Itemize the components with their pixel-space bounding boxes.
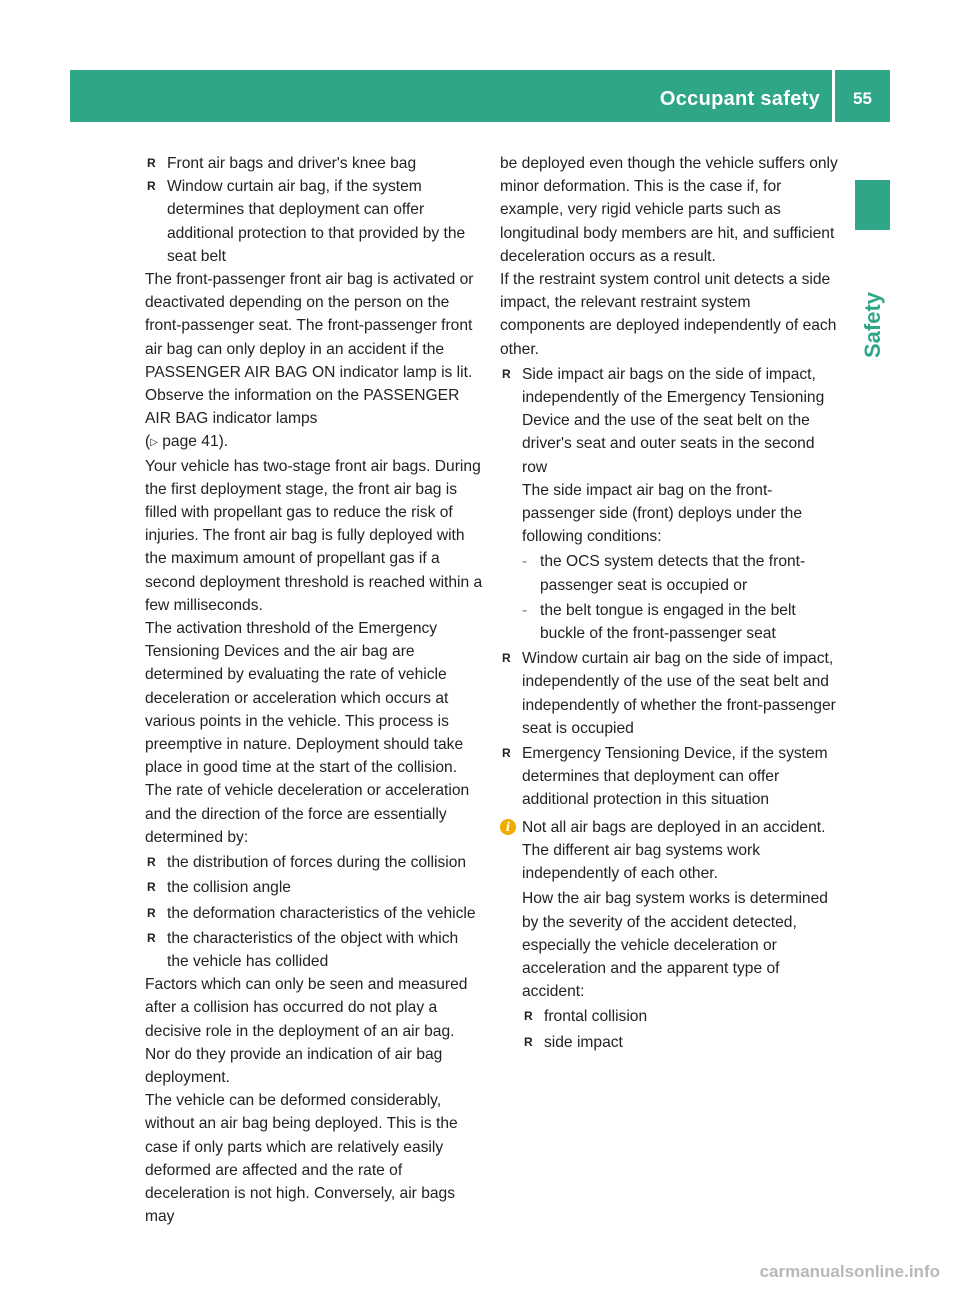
list-item: R Window curtain air bag on the side of impact, independently of the use of the seat belt and independently of whether the front-passenger seat is occupied — [500, 647, 838, 740]
paragraph: Your vehicle has two-stage front air bags. During the first deployment stage, the front air bag is filled with propellant gas to reduce the risk of injuries. The front air bag is fully deployed with the maximum amount of propellant gas if a second deployment threshold is reached within a few milliseconds. — [145, 457, 483, 614]
note-text: How the air bag system works is determined by the severity of the accident detected, especially the vehicle deceleration or acceleration and the apparent type of accident: — [522, 890, 828, 1001]
paragraph: The rate of vehicle deceleration or acceleration and the direction of the force are essentially determined by: — [145, 782, 470, 846]
paragraph: be deployed even though the vehicle suffers only minor deformation. This is the case if, for example, very rigid vehicle parts such as longitudinal body members are hit, and sufficient deceleration occurs as a result. — [500, 155, 838, 265]
dash-item: - the OCS system detects that the front-passenger seat is occupied or — [500, 550, 838, 596]
section-title: Occupant safety — [659, 88, 820, 110]
arrow-right-icon: ▷ — [150, 437, 158, 449]
page-header — [70, 70, 890, 122]
list-item: R Emergency Tensioning Device, if the system determines that deployment can offer additional protection in this situation — [500, 742, 838, 812]
paragraph — [145, 268, 483, 455]
page-reference-text: page 41). — [162, 433, 229, 451]
list-item: R Window curtain air bag, if the system determines that deployment can offer additional protection to that provided by the seat belt — [145, 175, 483, 268]
list-item: R the collision angle — [145, 876, 483, 899]
list-item: R Front air bags and driver's knee bag — [145, 152, 483, 175]
list-item: R side impact — [522, 1031, 838, 1054]
chapter-label-text: Safety — [860, 291, 886, 359]
paragraph: Factors which can only be seen and measured after a collision has occurred do not play a decisive role in the deployment of an air bag. Nor do they provide an indication of air bag deployment. — [145, 976, 468, 1086]
chapter-label — [852, 290, 894, 360]
ref-open-paren: ( — [145, 433, 151, 451]
info-icon: i — [500, 819, 516, 835]
list-item: R the deformation characteristics of the vehicle — [145, 902, 483, 925]
paragraph: If the restraint system control unit detects a side impact, the relevant restraint system components are deployed independently of each other. — [500, 271, 837, 358]
list-item: R the characteristics of the object with which the vehicle has collided — [145, 927, 483, 973]
note-text: Not all air bags are deployed in an accident. The different air bag systems work independently of each other. — [522, 818, 826, 883]
list-item: R the distribution of forces during the collision — [145, 851, 483, 874]
page-number: 55 — [853, 89, 872, 108]
paragraph: The vehicle can be deformed considerably, without an air bag being deployed. This is the case if only parts which are relatively easily deformed are affected and the rate of deceleration is not high. Conversely, air bags may — [145, 1092, 458, 1226]
info-note — [500, 816, 838, 1054]
paragraph: The activation threshold of the Emergency Tensioning Devices and the air bag are determined by evaluating the rate of vehicle deceleration or acceleration which occurs at various points in the vehicle. This process is preemptive in nature. Deployment should take place in good time at the start of the collision. — [145, 620, 464, 777]
right-column — [500, 152, 838, 1054]
paragraph: The side impact air bag on the front-passenger side (front) deploys under the following conditions: — [522, 481, 802, 546]
list-item: R Side impact air bags on the side of impact, independently of the Emergency Tensioning Device and the use of the seat belt on the driver's seat and outer seats in the second row — [500, 363, 838, 479]
left-column — [145, 152, 483, 1228]
list-item: R frontal collision — [522, 1005, 838, 1028]
paragraph-text: The front-passenger front air bag is activated or deactivated depending on the person on the front-passenger seat. The front-passenger front air bag can only deploy in an accident if the PASSENGER AIR BAG ON indicator lamp is lit. Observe the information on the PASSENGER AIR BAG indicator lamps — [145, 271, 474, 428]
dash-item: - the belt tongue is engaged in the belt buckle of the front-passenger seat — [500, 599, 838, 645]
watermark: carmanualsonline.info — [759, 1262, 940, 1281]
chapter-tab-marker — [855, 180, 890, 230]
page-reference[interactable] — [145, 433, 228, 450]
